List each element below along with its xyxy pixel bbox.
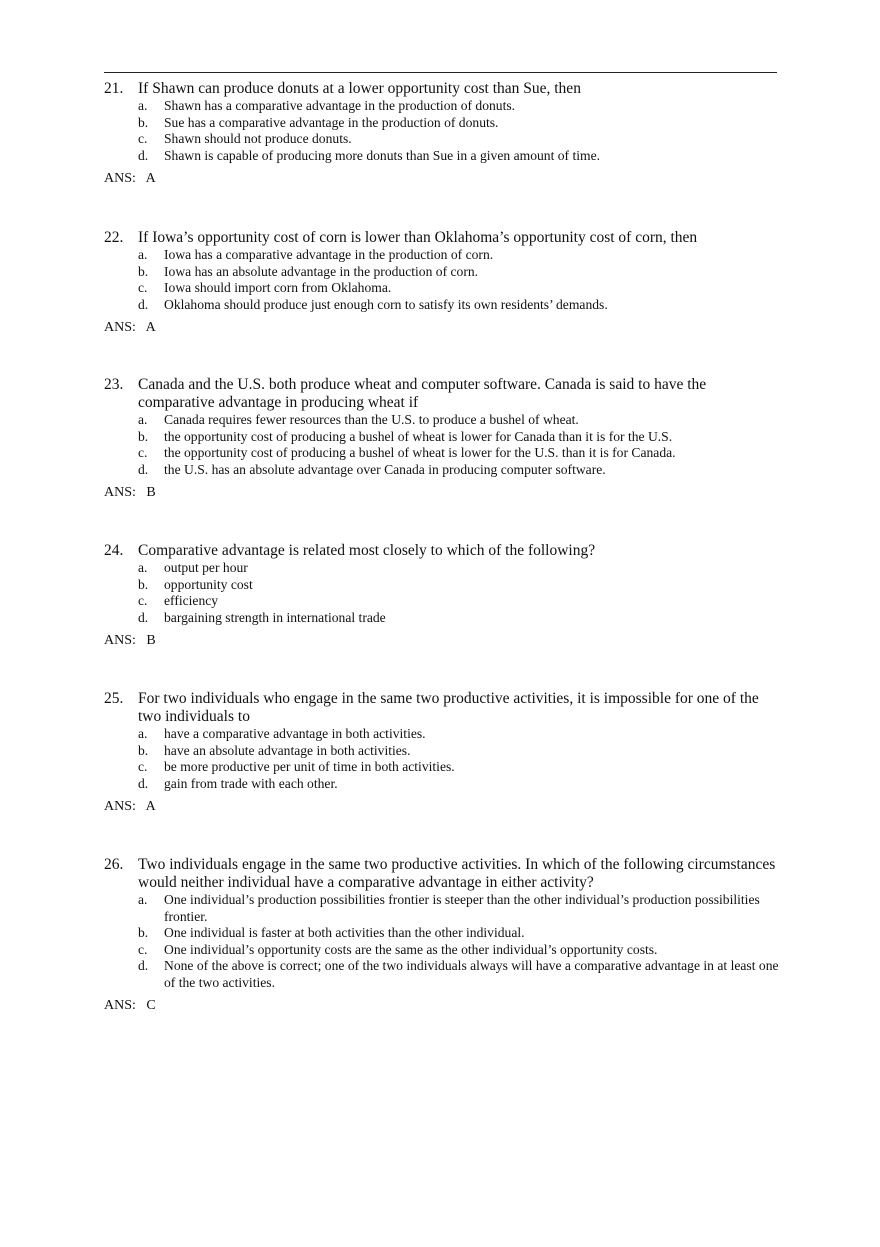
choice-text: None of the above is correct; one of the two individuals always will have a comparative advantage in at least one of the two activities.: [164, 958, 779, 990]
answer-key: ANS: B: [104, 485, 156, 500]
choice-letter: b.: [138, 114, 149, 130]
question-number: 23.: [104, 376, 124, 393]
question-stem: If Iowa’s opportunity cost of corn is lower than Oklahoma’s opportunity cost of corn, then: [138, 229, 698, 246]
choice-letter: a.: [138, 98, 148, 113]
answer-key: ANS: B: [104, 633, 156, 648]
question-23: [104, 376, 784, 501]
choice-text: efficiency: [164, 593, 219, 608]
choice-letter: c.: [138, 131, 148, 146]
choice-letter: b.: [138, 925, 149, 940]
choice-text: the U.S. has an absolute advantage over Canada in producing computer software.: [164, 461, 606, 477]
choice-text: have a comparative advantage in both activities.: [164, 726, 426, 741]
question-stem: Canada and the U.S. both produce wheat and computer software. Canada is said to have the comparative advantage in producing wheat if: [138, 376, 707, 411]
choice-a: [138, 892, 784, 925]
choice-b: [138, 743, 784, 760]
choice-letter: d.: [138, 958, 149, 973]
top-rule: [104, 72, 777, 73]
choice-text: One individual’s production possibilities frontier is steeper than the other individual’s production possibilities frontier.: [164, 892, 760, 924]
choice-d: [138, 297, 784, 314]
choice-text: One individual is faster at both activities than the other individual.: [164, 925, 525, 940]
question-header: [104, 690, 784, 726]
choice-c: [138, 942, 784, 959]
choice-text: gain from trade with each other.: [164, 775, 338, 791]
question-stem: If Shawn can produce donuts at a lower opportunity cost than Sue, then: [138, 80, 581, 97]
answer-key: ANS: A: [104, 171, 156, 186]
choice-letter: a.: [138, 892, 148, 907]
question-header: [104, 856, 784, 892]
question-number: 25.: [104, 690, 124, 707]
answer-key: ANS: A: [104, 799, 156, 814]
choice-c: [138, 593, 784, 610]
choice-list: [138, 726, 784, 792]
choice-c: [138, 759, 784, 776]
choice-text: Oklahoma should produce just enough corn to satisfy its own residents’ demands.: [164, 296, 608, 312]
choice-c: [138, 131, 784, 148]
choice-letter: b.: [138, 742, 149, 758]
question-number: 22.: [104, 229, 124, 246]
choice-a: [138, 98, 784, 115]
choice-letter: d.: [138, 609, 149, 625]
choice-text: have an absolute advantage in both activities.: [164, 742, 411, 758]
choice-d: [138, 610, 784, 627]
question-header: [104, 542, 784, 560]
question-header: [104, 80, 784, 98]
choice-b: [138, 264, 784, 281]
choice-text: be more productive per unit of time in both activities.: [164, 759, 455, 774]
question-26: [104, 856, 784, 1014]
choice-letter: d.: [138, 461, 149, 477]
choice-letter: c.: [138, 280, 148, 295]
choice-text: Shawn is capable of producing more donuts than Sue in a given amount of time.: [164, 147, 601, 163]
answer-key: ANS: C: [104, 998, 156, 1013]
choice-d: [138, 958, 784, 991]
choice-text: Iowa has a comparative advantage in the production of corn.: [164, 247, 494, 262]
choice-c: [138, 280, 784, 297]
choice-letter: b.: [138, 576, 149, 592]
choice-a: [138, 560, 784, 577]
choice-letter: c.: [138, 445, 148, 460]
question-number: 21.: [104, 80, 124, 97]
choice-letter: c.: [138, 593, 148, 608]
choice-text: the opportunity cost of producing a bushel of wheat is lower for the U.S. than it is for Canada.: [164, 445, 676, 460]
choice-list: [138, 560, 784, 626]
choice-text: opportunity cost: [164, 576, 253, 592]
question-header: [104, 229, 784, 247]
choice-text: output per hour: [164, 560, 248, 575]
choice-letter: c.: [138, 759, 148, 774]
choice-letter: a.: [138, 726, 148, 741]
choice-d: [138, 776, 784, 793]
choice-text: Iowa has an absolute advantage in the production of corn.: [164, 263, 479, 279]
choice-text: Iowa should import corn from Oklahoma.: [164, 280, 392, 295]
choice-letter: a.: [138, 412, 148, 427]
choice-b: [138, 925, 784, 942]
choice-letter: d.: [138, 775, 149, 791]
choice-text: bargaining strength in international trade: [164, 609, 386, 625]
choice-letter: a.: [138, 247, 148, 262]
choice-list: [138, 892, 784, 991]
choice-text: Shawn has a comparative advantage in the production of donuts.: [164, 98, 516, 113]
answer-key: ANS: A: [104, 320, 156, 335]
question-stem: Two individuals engage in the same two productive activities. In which of the following circumstances would neither individual have a comparative advantage in either activity?: [138, 856, 776, 891]
question-number: 24.: [104, 542, 124, 559]
question-24: [104, 542, 784, 649]
choice-letter: b.: [138, 428, 149, 444]
choice-d: [138, 462, 784, 479]
choice-a: [138, 726, 784, 743]
question-25: [104, 690, 784, 815]
choice-letter: a.: [138, 560, 148, 575]
choice-text: Shawn should not produce donuts.: [164, 131, 352, 146]
question-22: [104, 229, 784, 336]
choice-a: [138, 412, 784, 429]
question-21: [104, 80, 784, 187]
question-number: 26.: [104, 856, 124, 873]
choice-list: [138, 98, 784, 164]
choice-letter: d.: [138, 296, 149, 312]
choice-b: [138, 429, 784, 446]
choice-list: [138, 412, 784, 478]
choice-text: Sue has a comparative advantage in the production of donuts.: [164, 114, 499, 130]
question-stem: For two individuals who engage in the same two productive activities, it is impossible for one of the two individuals to: [138, 690, 759, 725]
choice-letter: d.: [138, 147, 149, 163]
choice-letter: b.: [138, 263, 149, 279]
choice-d: [138, 148, 784, 165]
question-stem: Comparative advantage is related most closely to which of the following?: [138, 542, 596, 559]
choice-list: [138, 247, 784, 313]
choice-text: the opportunity cost of producing a bushel of wheat is lower for Canada than it is for the U.S.: [164, 428, 673, 444]
choice-c: [138, 445, 784, 462]
choice-b: [138, 115, 784, 132]
question-header: [104, 376, 784, 412]
choice-letter: c.: [138, 941, 148, 957]
choice-text: Canada requires fewer resources than the U.S. to produce a bushel of wheat.: [164, 412, 579, 427]
choice-b: [138, 577, 784, 594]
choice-a: [138, 247, 784, 264]
choice-text: One individual’s opportunity costs are the same as the other individual’s opportunity costs.: [164, 941, 658, 957]
